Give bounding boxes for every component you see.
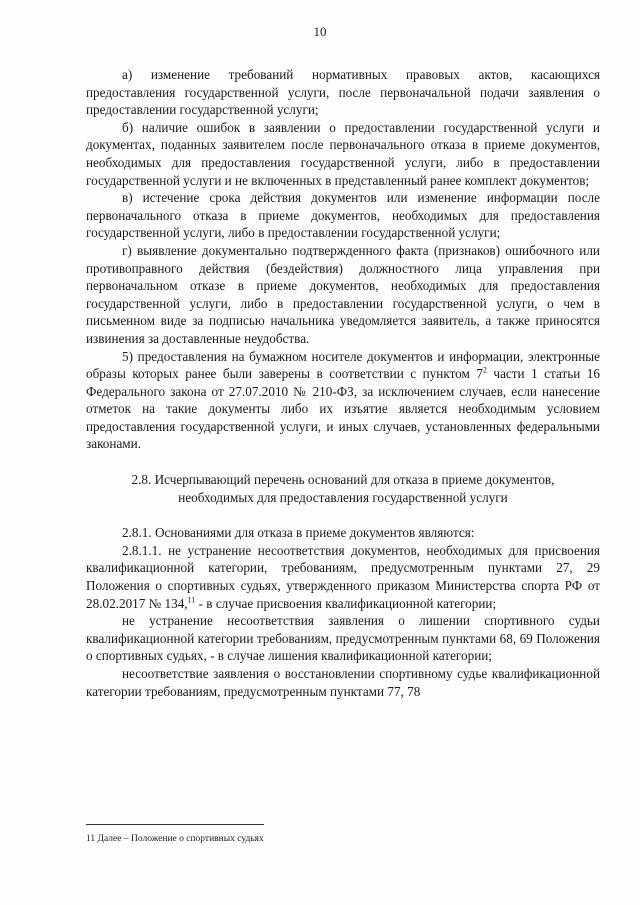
- paragraph-2-8-1: 2.8.1. Основаниями для отказа в приеме документов являются:: [122, 525, 475, 541]
- paragraph-5-text-end: части 1 статьи 16 Федерального закона от 27.07.2010 № 210-ФЗ, за исключением случаев, если нанесение отметок на такие документы либо их изъятие является необходимым условием предоставления государственной услуги, и иных случаев, установленных федеральными законами.: [86, 366, 600, 452]
- footnote-separator: [86, 824, 264, 825]
- paragraph-v: в) истечение срока действия документов или изменение информации после первоначального отказа в приеме документов, необходимых для предоставления государственной услуги, либо в предоставлении государственной услуги;: [86, 190, 600, 241]
- paragraph-5-text-start: 5) предоставления на бумажном носителе документов и информации, электронные образы которых ранее были заверены в соответствии с пунктом 7: [86, 348, 600, 382]
- paragraph-b: б) наличие ошибок в заявлении о предоставлении государственной услуги и документах, поданных заявителем после первоначального отказа в приеме документов, необходимых для предоставления государственной услуги, либо в предоставлении государственной услуги и не включенных в представленный ранее комплект документов;: [86, 119, 600, 188]
- paragraph-a: а) изменение требований нормативных правовых актов, касающихся предоставления государственной услуги, после первоначальной подачи заявления о предоставлении государственной услуги;: [86, 67, 600, 118]
- paragraph-2-8-1-1-text-end: - в случае присвоения квалификационной категории;: [195, 595, 497, 611]
- paragraph-5: [86, 348, 600, 454]
- footnote: 11 Далее – Положение о спортивных судьях: [86, 834, 264, 844]
- paragraph-g: г) выявление документально подтвержденного факта (признаков) ошибочного или противоправного действия (бездействия) должностного лица управления при первоначальном отказе в приеме документов, необходимых для предоставления государственной услуги, либо в предоставлении государственной услуги, о чем в письменном виде за подписью начальника уведомляется заявитель, а также приносятся извинения за доставленные неудобства.: [86, 242, 600, 346]
- paragraph-2-8-1-1: [86, 542, 600, 612]
- footnote-reference: 11: [187, 595, 196, 605]
- paragraph-deprivation: не устранение несоответствия заявления о лишении спортивного судьи квалификационной категории требованиям, предусмотренным пунктами 68, 69 Положения о спортивных судьях, - в случае лишения квалификационной категории;: [86, 613, 600, 664]
- paragraph-restoration: несоответствие заявления о восстановлении спортивному судье квалификационной категории требованиям, предусмотренным пунктами 77, 78: [86, 666, 600, 699]
- page-number: 10: [313, 24, 327, 39]
- paragraph-5-superscript: 2: [482, 365, 487, 375]
- document-body: [86, 66, 600, 700]
- paragraph-2-8-1-1-text-start: 2.8.1.1. не устранение несоответствия документов, необходимых для присвоения квалификационной категории, требованиям, предусмотренным пунктами 27, 29 Положения о спортивных судьях, утвержденного приказом Министерства спорта РФ от 28.02.2017 № 134,: [86, 542, 600, 611]
- section-heading: 2.8. Исчерпывающий перечень оснований для отказа в приеме документов, необходимых для предоставления государственной услуги: [131, 472, 555, 505]
